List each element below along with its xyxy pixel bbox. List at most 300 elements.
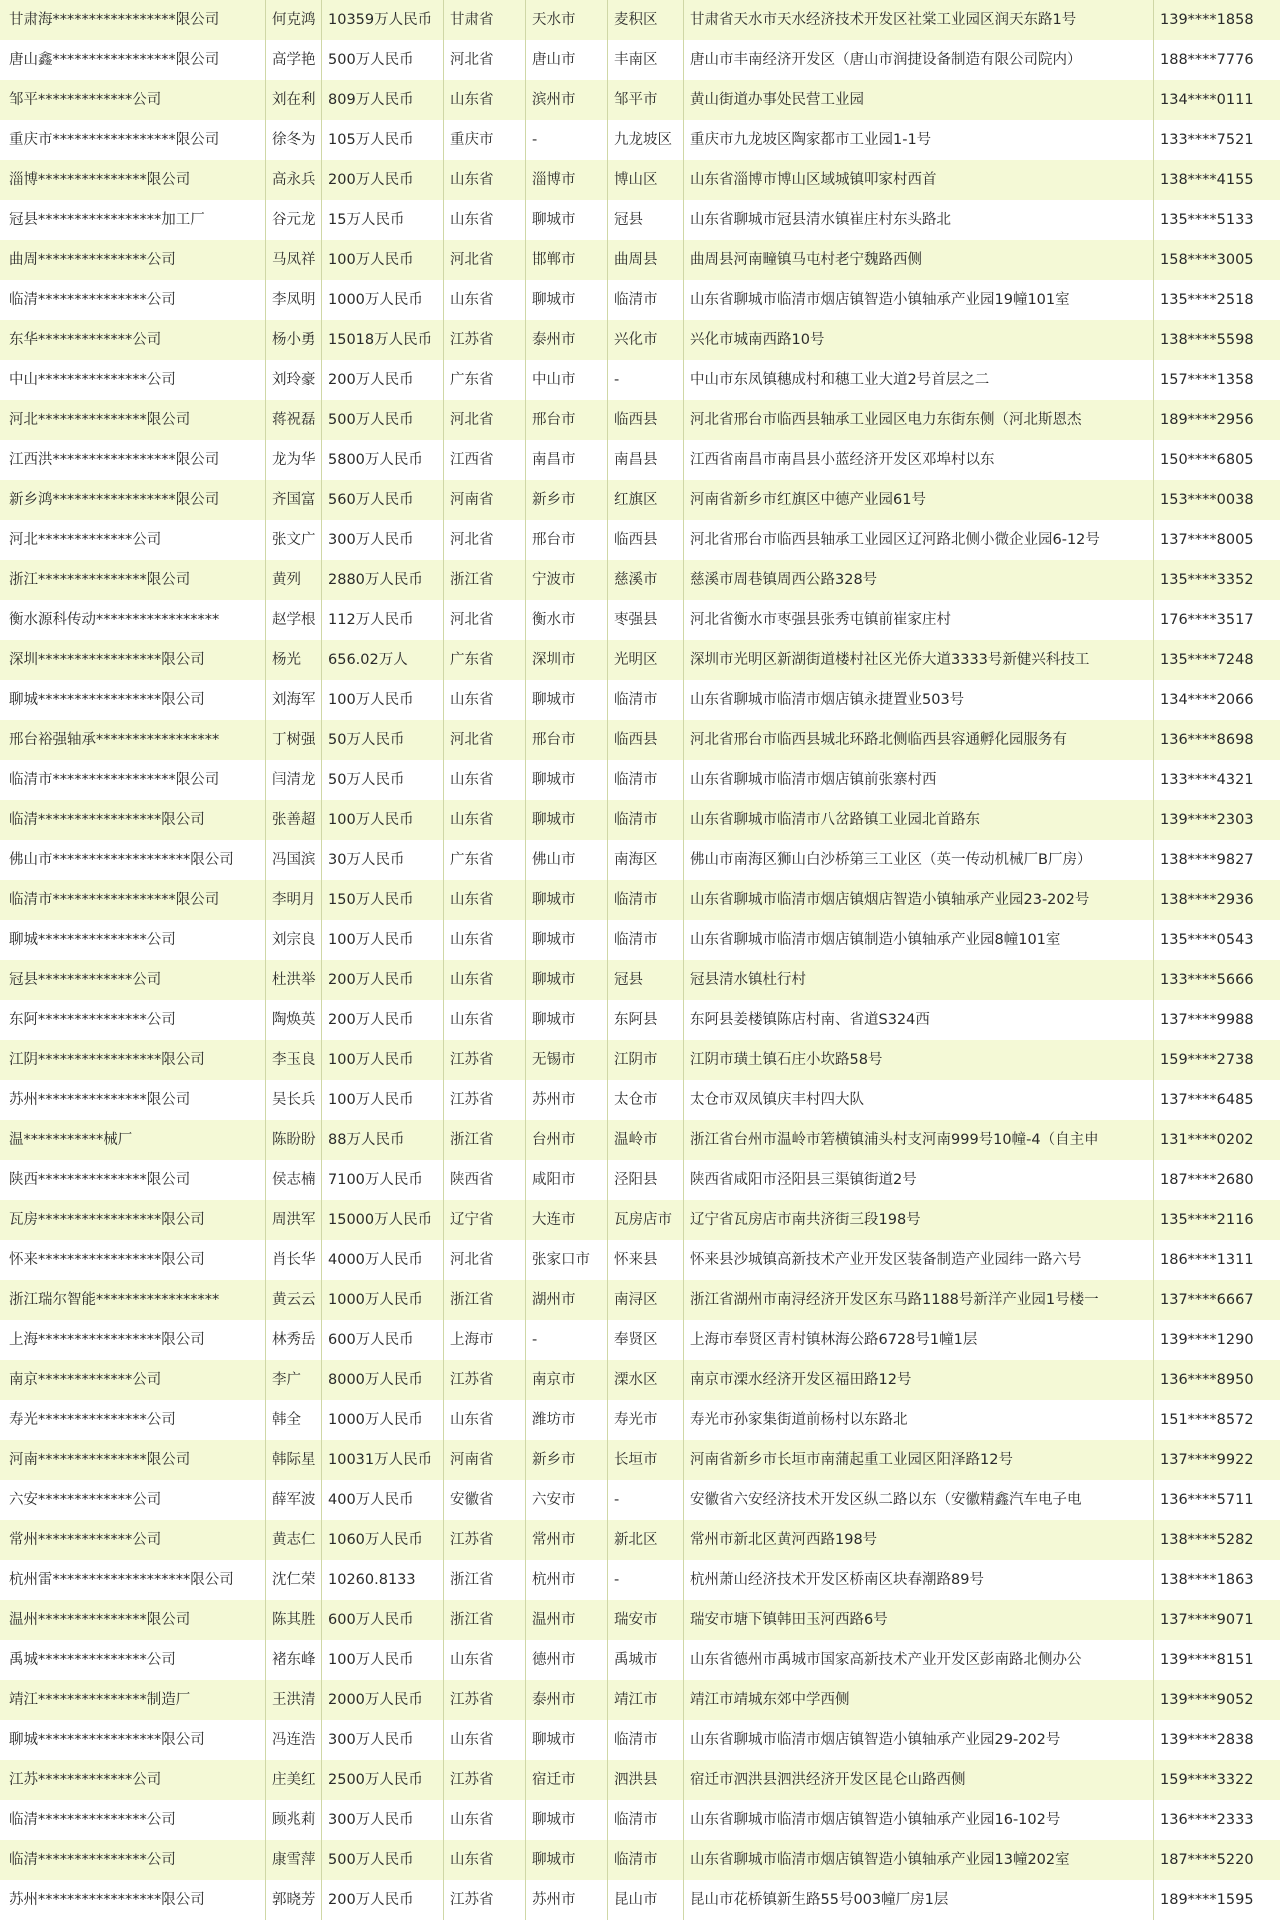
province-cell: 山东省	[443, 200, 525, 240]
city-cell: 苏州市	[525, 1080, 607, 1120]
registered-capital-cell: 500万人民币	[321, 400, 443, 440]
company-name-cell: 淄博***************限公司	[9, 172, 191, 188]
province-cell: 浙江省	[443, 1120, 525, 1160]
phone-cell: 137****9988	[1153, 1000, 1280, 1040]
city-cell: 邢台市	[525, 520, 607, 560]
registered-capital-cell: 100万人民币	[321, 800, 443, 840]
registered-capital-cell: 7100万人民币	[321, 1160, 443, 1200]
city-cell: 宿迁市	[525, 1760, 607, 1800]
city-cell: -	[525, 1320, 607, 1360]
phone-cell: 138****5282	[1153, 1520, 1280, 1560]
city-cell: -	[525, 120, 607, 160]
address-cell: 江西省南昌市南昌县小蓝经济开发区邓埠村以东	[683, 440, 1153, 480]
city-cell: 温州市	[525, 1600, 607, 1640]
legal-person-cell: 刘海军	[265, 680, 321, 720]
district-cell: 新北区	[607, 1520, 683, 1560]
registered-capital-cell: 8000万人民币	[321, 1360, 443, 1400]
registered-capital-cell: 2880万人民币	[321, 560, 443, 600]
company-name-cell: 新乡鸿*****************限公司	[9, 492, 220, 508]
registered-capital-cell: 2000万人民币	[321, 1680, 443, 1720]
legal-person-cell: 林秀岳	[265, 1320, 321, 1360]
legal-person-cell: 周洪军	[265, 1200, 321, 1240]
legal-person-cell: 龙为华	[265, 440, 321, 480]
phone-cell: 135****0543	[1153, 920, 1280, 960]
table-row	[0, 800, 1280, 840]
address-cell: 河北省衡水市枣强县张秀屯镇前崔家庄村	[683, 600, 1153, 640]
province-cell: 山东省	[443, 680, 525, 720]
phone-cell: 138****4155	[1153, 160, 1280, 200]
address-cell: 曲周县河南疃镇马屯村老宁魏路西侧	[683, 240, 1153, 280]
address-cell: 宿迁市泗洪县泗洪经济开发区昆仑山路西侧	[683, 1760, 1153, 1800]
table-row	[0, 1600, 1280, 1640]
address-cell: 上海市奉贤区青村镇林海公路6728号1幢1层	[683, 1320, 1153, 1360]
district-cell: 临西县	[607, 720, 683, 760]
phone-cell: 139****1290	[1153, 1320, 1280, 1360]
district-cell: 太仓市	[607, 1080, 683, 1120]
legal-person-cell: 马凤祥	[265, 240, 321, 280]
district-cell: 丰南区	[607, 40, 683, 80]
registered-capital-cell: 560万人民币	[321, 480, 443, 520]
city-cell: 佛山市	[525, 840, 607, 880]
city-cell: 衡水市	[525, 600, 607, 640]
company-name-cell: 瓦房*****************限公司	[9, 1212, 205, 1228]
legal-person-cell: 李明月	[265, 880, 321, 920]
company-name-cell: 临清*****************限公司	[9, 812, 205, 828]
table-row	[0, 1400, 1280, 1440]
province-cell: 重庆市	[443, 120, 525, 160]
province-cell: 江苏省	[443, 1040, 525, 1080]
district-cell: 泾阳县	[607, 1160, 683, 1200]
registered-capital-cell: 100万人民币	[321, 1040, 443, 1080]
phone-cell: 189****1595	[1153, 1880, 1280, 1920]
company-name-cell: 深圳*****************限公司	[9, 652, 205, 668]
district-cell: 南昌县	[607, 440, 683, 480]
table-row	[0, 600, 1280, 640]
province-cell: 山东省	[443, 880, 525, 920]
address-cell: 黄山街道办事处民营工业园	[683, 80, 1153, 120]
province-cell: 河北省	[443, 400, 525, 440]
address-cell: 山东省淄博市博山区域城镇叩家村西首	[683, 160, 1153, 200]
phone-cell: 135****5133	[1153, 200, 1280, 240]
district-cell: 昆山市	[607, 1880, 683, 1920]
phone-cell: 137****6485	[1153, 1080, 1280, 1120]
legal-person-cell: 陶焕英	[265, 1000, 321, 1040]
city-cell: 聊城市	[525, 1000, 607, 1040]
district-cell: 冠县	[607, 200, 683, 240]
phone-cell: 159****3322	[1153, 1760, 1280, 1800]
province-cell: 陕西省	[443, 1160, 525, 1200]
legal-person-cell: 赵学根	[265, 600, 321, 640]
province-cell: 河北省	[443, 1240, 525, 1280]
phone-cell: 186****1311	[1153, 1240, 1280, 1280]
province-cell: 山东省	[443, 1720, 525, 1760]
city-cell: 深圳市	[525, 640, 607, 680]
province-cell: 山东省	[443, 1840, 525, 1880]
city-cell: 聊城市	[525, 1720, 607, 1760]
city-cell: 无锡市	[525, 1040, 607, 1080]
address-cell: 杭州萧山经济技术开发区桥南区块春潮路89号	[683, 1560, 1153, 1600]
phone-cell: 136****2333	[1153, 1800, 1280, 1840]
table-row	[0, 1040, 1280, 1080]
table-row	[0, 400, 1280, 440]
address-cell: 山东省聊城市临清市烟店镇智造小镇轴承产业园19幢101室	[683, 280, 1153, 320]
address-cell: 山东省聊城市临清市烟店镇制造小镇轴承产业园8幢101室	[683, 920, 1153, 960]
city-cell: 新乡市	[525, 1440, 607, 1480]
table-row	[0, 1680, 1280, 1720]
city-cell: 杭州市	[525, 1560, 607, 1600]
province-cell: 甘肃省	[443, 0, 525, 40]
phone-cell: 133****4321	[1153, 760, 1280, 800]
legal-person-cell: 黄志仁	[265, 1520, 321, 1560]
address-cell: 深圳市光明区新湖街道楼村社区光侨大道3333号新健兴科技工	[683, 640, 1153, 680]
city-cell: 聊城市	[525, 960, 607, 1000]
district-cell: 奉贤区	[607, 1320, 683, 1360]
table-row	[0, 880, 1280, 920]
legal-person-cell: 王洪清	[265, 1680, 321, 1720]
city-cell: 聊城市	[525, 800, 607, 840]
city-cell: 六安市	[525, 1480, 607, 1520]
registered-capital-cell: 50万人民币	[321, 720, 443, 760]
province-cell: 江苏省	[443, 1080, 525, 1120]
phone-cell: 131****0202	[1153, 1120, 1280, 1160]
company-name-cell: 冠县*****************加工厂	[9, 212, 205, 228]
company-name-cell: 临清***************公司	[9, 1812, 176, 1828]
registered-capital-cell: 200万人民币	[321, 360, 443, 400]
phone-cell: 134****2066	[1153, 680, 1280, 720]
address-cell: 山东省聊城市临清市烟店镇智造小镇轴承产业园29-202号	[683, 1720, 1153, 1760]
address-cell: 唐山市丰南经济开发区（唐山市润捷设备制造有限公司院内）	[683, 40, 1153, 80]
legal-person-cell: 冯连浩	[265, 1720, 321, 1760]
province-cell: 河南省	[443, 1440, 525, 1480]
company-name-cell: 邹平*************公司	[9, 92, 162, 108]
city-cell: 新乡市	[525, 480, 607, 520]
province-cell: 河北省	[443, 520, 525, 560]
company-name-cell: 聊城*****************限公司	[9, 1732, 205, 1748]
address-cell: 河北省邢台市临西县城北环路北侧临西县容通孵化园服务有	[683, 720, 1153, 760]
city-cell: 湖州市	[525, 1280, 607, 1320]
city-cell: 张家口市	[525, 1240, 607, 1280]
phone-cell: 133****5666	[1153, 960, 1280, 1000]
address-cell: 常州市新北区黄河西路198号	[683, 1520, 1153, 1560]
table-row	[0, 1520, 1280, 1560]
legal-person-cell: 黄云云	[265, 1280, 321, 1320]
district-cell: 江阴市	[607, 1040, 683, 1080]
table-row	[0, 1760, 1280, 1800]
legal-person-cell: 张善超	[265, 800, 321, 840]
address-cell: 山东省德州市禹城市国家高新技术产业开发区彭南路北侧办公	[683, 1640, 1153, 1680]
table-row	[0, 480, 1280, 520]
address-cell: 河南省新乡市红旗区中德产业园61号	[683, 480, 1153, 520]
legal-person-cell: 李广	[265, 1360, 321, 1400]
phone-cell: 137****8005	[1153, 520, 1280, 560]
phone-cell: 189****2956	[1153, 400, 1280, 440]
legal-person-cell: 郭晓芳	[265, 1880, 321, 1920]
province-cell: 河南省	[443, 480, 525, 520]
phone-cell: 136****8698	[1153, 720, 1280, 760]
province-cell: 广东省	[443, 640, 525, 680]
city-cell: 聊城市	[525, 280, 607, 320]
table-row	[0, 280, 1280, 320]
phone-cell: 137****9922	[1153, 1440, 1280, 1480]
province-cell: 江苏省	[443, 1760, 525, 1800]
city-cell: 大连市	[525, 1200, 607, 1240]
city-cell: 聊城市	[525, 1840, 607, 1880]
registered-capital-cell: 15018万人民币	[321, 320, 443, 360]
table-row	[0, 200, 1280, 240]
registered-capital-cell: 4000万人民币	[321, 1240, 443, 1280]
district-cell: 邹平市	[607, 80, 683, 120]
district-cell: 临清市	[607, 920, 683, 960]
phone-cell: 157****1358	[1153, 360, 1280, 400]
company-name-cell: 靖江***************制造厂	[9, 1692, 191, 1708]
company-name-cell: 江苏*************公司	[9, 1772, 162, 1788]
phone-cell: 138****2936	[1153, 880, 1280, 920]
city-cell: 德州市	[525, 1640, 607, 1680]
province-cell: 浙江省	[443, 1560, 525, 1600]
city-cell: 聊城市	[525, 200, 607, 240]
province-cell: 浙江省	[443, 1600, 525, 1640]
legal-person-cell: 刘玲豪	[265, 360, 321, 400]
table-row	[0, 1080, 1280, 1120]
address-cell: 安徽省六安经济技术开发区纵二路以东（安徽精鑫汽车电子电	[683, 1480, 1153, 1520]
district-cell: 温岭市	[607, 1120, 683, 1160]
province-cell: 山东省	[443, 80, 525, 120]
legal-person-cell: 闫清龙	[265, 760, 321, 800]
province-cell: 广东省	[443, 360, 525, 400]
table-row	[0, 240, 1280, 280]
company-name-cell: 东华*************公司	[9, 332, 162, 348]
legal-person-cell: 杨小勇	[265, 320, 321, 360]
table-row	[0, 80, 1280, 120]
table-row	[0, 1440, 1280, 1480]
legal-person-cell: 蒋祝磊	[265, 400, 321, 440]
phone-cell: 151****8572	[1153, 1400, 1280, 1440]
district-cell: 临清市	[607, 800, 683, 840]
address-cell: 冠县清水镇杜行村	[683, 960, 1153, 1000]
legal-person-cell: 高学艳	[265, 40, 321, 80]
district-cell: 南海区	[607, 840, 683, 880]
city-cell: 咸阳市	[525, 1160, 607, 1200]
table-row	[0, 960, 1280, 1000]
address-cell: 山东省聊城市临清市烟店镇永捷置业503号	[683, 680, 1153, 720]
company-name-cell: 苏州*****************限公司	[9, 1892, 205, 1908]
phone-cell: 150****6805	[1153, 440, 1280, 480]
address-cell: 靖江市靖城东郊中学西侧	[683, 1680, 1153, 1720]
registered-capital-cell: 10260.8133	[321, 1560, 443, 1600]
city-cell: 邯郸市	[525, 240, 607, 280]
company-name-cell: 冠县*************公司	[9, 972, 162, 988]
company-name-cell: 河北*************公司	[9, 532, 162, 548]
address-cell: 山东省聊城市临清市烟店镇智造小镇轴承产业园16-102号	[683, 1800, 1153, 1840]
registered-capital-cell: 100万人民币	[321, 680, 443, 720]
table-row	[0, 760, 1280, 800]
table-row	[0, 320, 1280, 360]
phone-cell: 133****7521	[1153, 120, 1280, 160]
province-cell: 河北省	[443, 720, 525, 760]
phone-cell: 187****2680	[1153, 1160, 1280, 1200]
phone-cell: 138****1863	[1153, 1560, 1280, 1600]
registered-capital-cell: 500万人民币	[321, 1840, 443, 1880]
phone-cell: 139****8151	[1153, 1640, 1280, 1680]
registered-capital-cell: 300万人民币	[321, 1800, 443, 1840]
district-cell: 曲周县	[607, 240, 683, 280]
table-row	[0, 1360, 1280, 1400]
province-cell: 山东省	[443, 760, 525, 800]
province-cell: 江苏省	[443, 1880, 525, 1920]
company-name-cell: 禹城***************公司	[9, 1652, 176, 1668]
table-row	[0, 840, 1280, 880]
province-cell: 浙江省	[443, 560, 525, 600]
address-cell: 东阿县姜楼镇陈店村南、省道S324西	[683, 1000, 1153, 1040]
table-row	[0, 1560, 1280, 1600]
district-cell: -	[607, 1560, 683, 1600]
city-cell: 聊城市	[525, 920, 607, 960]
legal-person-cell: 高永兵	[265, 160, 321, 200]
company-name-cell: 江阴*****************限公司	[9, 1052, 205, 1068]
district-cell: 临清市	[607, 1720, 683, 1760]
district-cell: 瓦房店市	[607, 1200, 683, 1240]
registered-capital-cell: 10031万人民币	[321, 1440, 443, 1480]
district-cell: 东阿县	[607, 1000, 683, 1040]
registered-capital-cell: 809万人民币	[321, 80, 443, 120]
legal-person-cell: 褚东峰	[265, 1640, 321, 1680]
phone-cell: 138****9827	[1153, 840, 1280, 880]
phone-cell: 139****1858	[1153, 0, 1280, 40]
city-cell: 唐山市	[525, 40, 607, 80]
phone-cell: 159****2738	[1153, 1040, 1280, 1080]
legal-person-cell: 齐国富	[265, 480, 321, 520]
table-row	[0, 40, 1280, 80]
registered-capital-cell: 200万人民币	[321, 1000, 443, 1040]
company-name-cell: 河南***************限公司	[9, 1452, 191, 1468]
district-cell: 麦积区	[607, 0, 683, 40]
phone-cell: 135****3352	[1153, 560, 1280, 600]
registered-capital-cell: 15万人民币	[321, 200, 443, 240]
province-cell: 山东省	[443, 1400, 525, 1440]
address-cell: 寿光市孙家集街道前杨村以东路北	[683, 1400, 1153, 1440]
table-row	[0, 1320, 1280, 1360]
phone-cell: 138****5598	[1153, 320, 1280, 360]
phone-cell: 139****2838	[1153, 1720, 1280, 1760]
legal-person-cell: 杜洪举	[265, 960, 321, 1000]
address-cell: 山东省聊城市冠县清水镇崔庄村东头路北	[683, 200, 1153, 240]
district-cell: 临清市	[607, 680, 683, 720]
address-cell: 甘肃省天水市天水经济技术开发区社棠工业园区润天东路1号	[683, 0, 1153, 40]
city-cell: 聊城市	[525, 760, 607, 800]
phone-cell: 135****2518	[1153, 280, 1280, 320]
province-cell: 河北省	[443, 240, 525, 280]
table-row	[0, 1640, 1280, 1680]
company-name-cell: 佛山市*******************限公司	[9, 852, 234, 868]
province-cell: 安徽省	[443, 1480, 525, 1520]
registered-capital-cell: 500万人民币	[321, 40, 443, 80]
address-cell: 浙江省台州市温岭市箬横镇浦头村支河南999号10幢-4（自主申	[683, 1120, 1153, 1160]
registered-capital-cell: 300万人民币	[321, 520, 443, 560]
address-cell: 陕西省咸阳市泾阳县三渠镇街道2号	[683, 1160, 1153, 1200]
province-cell: 山东省	[443, 1800, 525, 1840]
company-name-cell: 陕西***************限公司	[9, 1172, 191, 1188]
address-cell: 太仓市双凤镇庆丰村四大队	[683, 1080, 1153, 1120]
province-cell: 山东省	[443, 920, 525, 960]
phone-cell: 187****5220	[1153, 1840, 1280, 1880]
city-cell: 泰州市	[525, 1680, 607, 1720]
city-cell: 聊城市	[525, 1800, 607, 1840]
company-name-cell: 聊城*****************限公司	[9, 692, 205, 708]
company-name-cell: 唐山鑫*****************限公司	[9, 52, 220, 68]
registered-capital-cell: 400万人民币	[321, 1480, 443, 1520]
district-cell: 临西县	[607, 520, 683, 560]
table-row	[0, 640, 1280, 680]
company-name-cell: 临清市*****************限公司	[9, 772, 220, 788]
registered-capital-cell: 2500万人民币	[321, 1760, 443, 1800]
registered-capital-cell: 15000万人民币	[321, 1200, 443, 1240]
district-cell: 临清市	[607, 1800, 683, 1840]
table-row	[0, 1720, 1280, 1760]
legal-person-cell: 沈仁荣	[265, 1560, 321, 1600]
company-name-cell: 东阿***************公司	[9, 1012, 176, 1028]
registered-capital-cell: 5800万人民币	[321, 440, 443, 480]
legal-person-cell: 陈其胜	[265, 1600, 321, 1640]
city-cell: 南昌市	[525, 440, 607, 480]
address-cell: 辽宁省瓦房店市南共济街三段198号	[683, 1200, 1153, 1240]
address-cell: 山东省聊城市临清市烟店镇前张寨村西	[683, 760, 1153, 800]
address-cell: 南京市溧水经济开发区福田路12号	[683, 1360, 1153, 1400]
legal-person-cell: 丁树强	[265, 720, 321, 760]
city-cell: 天水市	[525, 0, 607, 40]
phone-cell: 137****6667	[1153, 1280, 1280, 1320]
company-name-cell: 邢台裕强轴承*****************	[9, 732, 220, 748]
city-cell: 南京市	[525, 1360, 607, 1400]
table-row	[0, 920, 1280, 960]
table-row	[0, 440, 1280, 480]
registered-capital-cell: 1000万人民币	[321, 280, 443, 320]
legal-person-cell: 杨光	[265, 640, 321, 680]
legal-person-cell: 韩际星	[265, 1440, 321, 1480]
table-row	[0, 120, 1280, 160]
address-cell: 江阴市璜土镇石庄小坎路58号	[683, 1040, 1153, 1080]
legal-person-cell: 侯志楠	[265, 1160, 321, 1200]
registered-capital-cell: 600万人民币	[321, 1600, 443, 1640]
province-cell: 河北省	[443, 40, 525, 80]
district-cell: -	[607, 1480, 683, 1520]
legal-person-cell: 何克鸿	[265, 0, 321, 40]
legal-person-cell: 张文广	[265, 520, 321, 560]
address-cell: 浙江省湖州市南浔经济开发区东马路1188号新洋产业园1号楼一	[683, 1280, 1153, 1320]
province-cell: 河北省	[443, 600, 525, 640]
registered-capital-cell: 100万人民币	[321, 1640, 443, 1680]
province-cell: 山东省	[443, 960, 525, 1000]
province-cell: 江苏省	[443, 320, 525, 360]
company-name-cell: 上海*****************限公司	[9, 1332, 205, 1348]
district-cell: 临清市	[607, 760, 683, 800]
legal-person-cell: 谷元龙	[265, 200, 321, 240]
registered-capital-cell: 200万人民币	[321, 1880, 443, 1920]
phone-cell: 135****2116	[1153, 1200, 1280, 1240]
legal-person-cell: 康雪萍	[265, 1840, 321, 1880]
registered-capital-cell: 88万人民币	[321, 1120, 443, 1160]
district-cell: 临西县	[607, 400, 683, 440]
registered-capital-cell: 100万人民币	[321, 920, 443, 960]
province-cell: 山东省	[443, 280, 525, 320]
province-cell: 江苏省	[443, 1360, 525, 1400]
address-cell: 山东省聊城市临清市八岔路镇工业园北首路东	[683, 800, 1153, 840]
company-name-cell: 杭州雷*******************限公司	[9, 1572, 234, 1588]
province-cell: 上海市	[443, 1320, 525, 1360]
company-name-cell: 南京*************公司	[9, 1372, 162, 1388]
registered-capital-cell: 100万人民币	[321, 1080, 443, 1120]
phone-cell: 139****2303	[1153, 800, 1280, 840]
address-cell: 兴化市城南西路10号	[683, 320, 1153, 360]
